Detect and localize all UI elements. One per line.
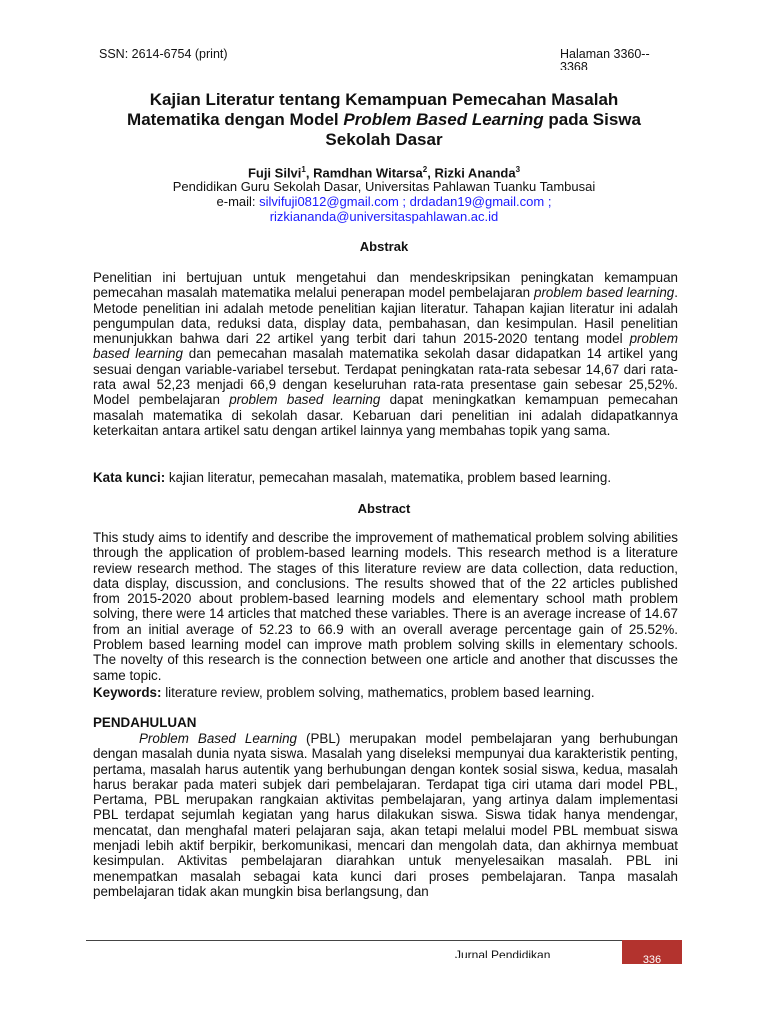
footer-divider — [86, 940, 680, 941]
abstrak-text-4: dapat meningkatkan kemampuan pemecahan masalah matematika di sekolah dasar. Kebaruan dari penelitian ini adalah didapatkannya keterkaitan antara artikel satu dengan artikel lainnya yang membahas topik yang sama. — [93, 392, 679, 438]
email-line — [90, 194, 678, 209]
abstract-body: This study aims to identify and describe the improvement of mathematical problem solving abilities through the application of problem-based learning models. This research method is a literature review research method. The stages of this literature review are data collection, data reduction, data display, discussion, and conclusions. The results showed that of the 22 articles published from 2015-2020 about problem-based learning models and elementary school math problem solving, there were 14 articles that matched these variables. There is an average increase of 14.67 from an initial average of 52.23 to 66.9 with an overall average percentage gain of 25.52%. Problem based learning model can improve math problem solving skills in elementary schools. The novelty of this research is the connection between one article and another that discusses the same topic. — [93, 530, 678, 683]
abstrak-italic-2: problem based learning — [93, 331, 678, 362]
abstrak-text-1: Penelitian ini bertujuan untuk mengetahui dan mendeskripsikan peningkatan kemampuan pemecahan masalah matematika melalui penerapan model pembelajaran — [93, 270, 678, 301]
issn-text: SSN: 2614-6754 (print) — [99, 48, 228, 61]
abstrak-heading: Abstrak — [359, 239, 409, 254]
page-header — [99, 48, 682, 70]
email-link-1[interactable]: silvifuji0812@gmail.com ; drdadan19@gmail.com ; — [259, 194, 552, 209]
abstract-heading: Abstract — [357, 501, 411, 516]
keywords — [93, 685, 678, 700]
kata-kunci-label: Kata kunci: — [93, 470, 166, 485]
title-line2a: Matematika dengan Model — [127, 110, 344, 129]
author-3: , Rizki Ananda — [427, 165, 516, 181]
kata-kunci — [93, 470, 678, 485]
author-2: , Ramdhan Witarsa — [305, 165, 423, 181]
footer-page-number: 336 — [642, 954, 662, 964]
abstrak-italic-3: problem based learning — [229, 392, 381, 408]
title-line3: Sekolah Dasar — [325, 130, 443, 149]
paper-title — [90, 90, 678, 150]
author-1: Fuji Silvi — [247, 165, 302, 181]
title-line2b: pada Siswa — [543, 110, 641, 129]
kata-kunci-text: kajian literatur, pemecahan masalah, matematika, problem based learning. — [165, 470, 612, 485]
pendahuluan-italic: Problem Based Learning — [139, 731, 298, 746]
email-link-2[interactable]: rizkiananda@universitaspahlawan.ac.id — [269, 209, 499, 224]
footer-journal: Jurnal Pendidikan — [455, 948, 551, 958]
pendahuluan-body — [93, 731, 678, 899]
affiliation: Pendidikan Guru Sekolah Dasar, Universitas Pahlawan Tuanku Tambusai — [172, 179, 596, 194]
pendahuluan-text: (PBL) merupakan model pembelajaran yang berhubungan dengan masalah dunia nyata siswa. Masalah yang diseleksi mempunyai dua karakteristik penting, pertama, masalah harus autentik yang berhubungan dengan kontek sosial siswa, kedua, masalah harus berakar pada materi subjek dari pembelajaran. Terdapat tiga ciri utama dari model PBL, Pertama, PBL merupakan rangkaian aktivitas pembelajaran, yang artinya dalam implementasi PBL terdapat sejumlah kegiatan yang harus dilakukan siswa. Siswa tidak hanya mendengar, mencatat, dan menghafal materi pelajaran saja, akan tetapi melalui model PBL membuat siswa menjadi lebih aktif berpikir, berkomunikasi, mencari dan mengolah data, dan akhirnya membuat kesimpulan. Aktivitas pembelajaran diarahkan untuk menyelesaikan masalah. PBL ini menempatkan masalah sebagai kata kunci dari proses pembelajaran. Tanpa masalah pembelajaran tidak akan mungkin bisa berlangsung, dan — [93, 731, 679, 899]
author-2-sup: 2 — [422, 165, 428, 174]
affiliation-block — [90, 179, 678, 224]
author-3-sup: 3 — [515, 165, 521, 174]
title-line1: Kajian Literatur tentang Kemampuan Pemecahan Masalah — [149, 90, 619, 109]
footer-page-box — [622, 940, 682, 964]
page-range-text: Halaman 3360-- 3368 — [560, 48, 650, 70]
email-label: e-mail: — [216, 194, 260, 209]
abstrak-italic-1: problem based learning — [534, 285, 675, 301]
abstrak-text-3: dan pemecahan masalah matematika sekolah dasar didapatkan 14 artikel yang sesuai dengan variable-variabel tersebut. Terdapat peningkatan rata-rata sebesar 14,67 dari rata-rata awal 52,23 menjadi 66,9 dengan keseluruhan rata-rata presentase gain sebesar 25,52%. Model pembelajaran — [93, 346, 679, 408]
abstrak-text-2: . Metode penelitian ini adalah metode penelitian kajian literatur. Tahapan kajian literatur ini adalah pengumpulan data, reduksi data, display data, pembahasan, dan kesimpulan. Hasil penelitian menunjukkan bahwa dari 22 artikel yang terbit dari tahun 2015-2020 tentang model — [93, 285, 678, 347]
title-italic: Problem Based Learning — [343, 110, 544, 129]
abstrak-body — [93, 270, 678, 438]
pendahuluan-heading: PENDAHULUAN — [93, 715, 197, 730]
author-1-sup: 1 — [301, 165, 306, 174]
keywords-text: literature review, problem solving, mathematics, problem based learning. — [161, 685, 595, 700]
keywords-label: Keywords: — [93, 685, 162, 700]
